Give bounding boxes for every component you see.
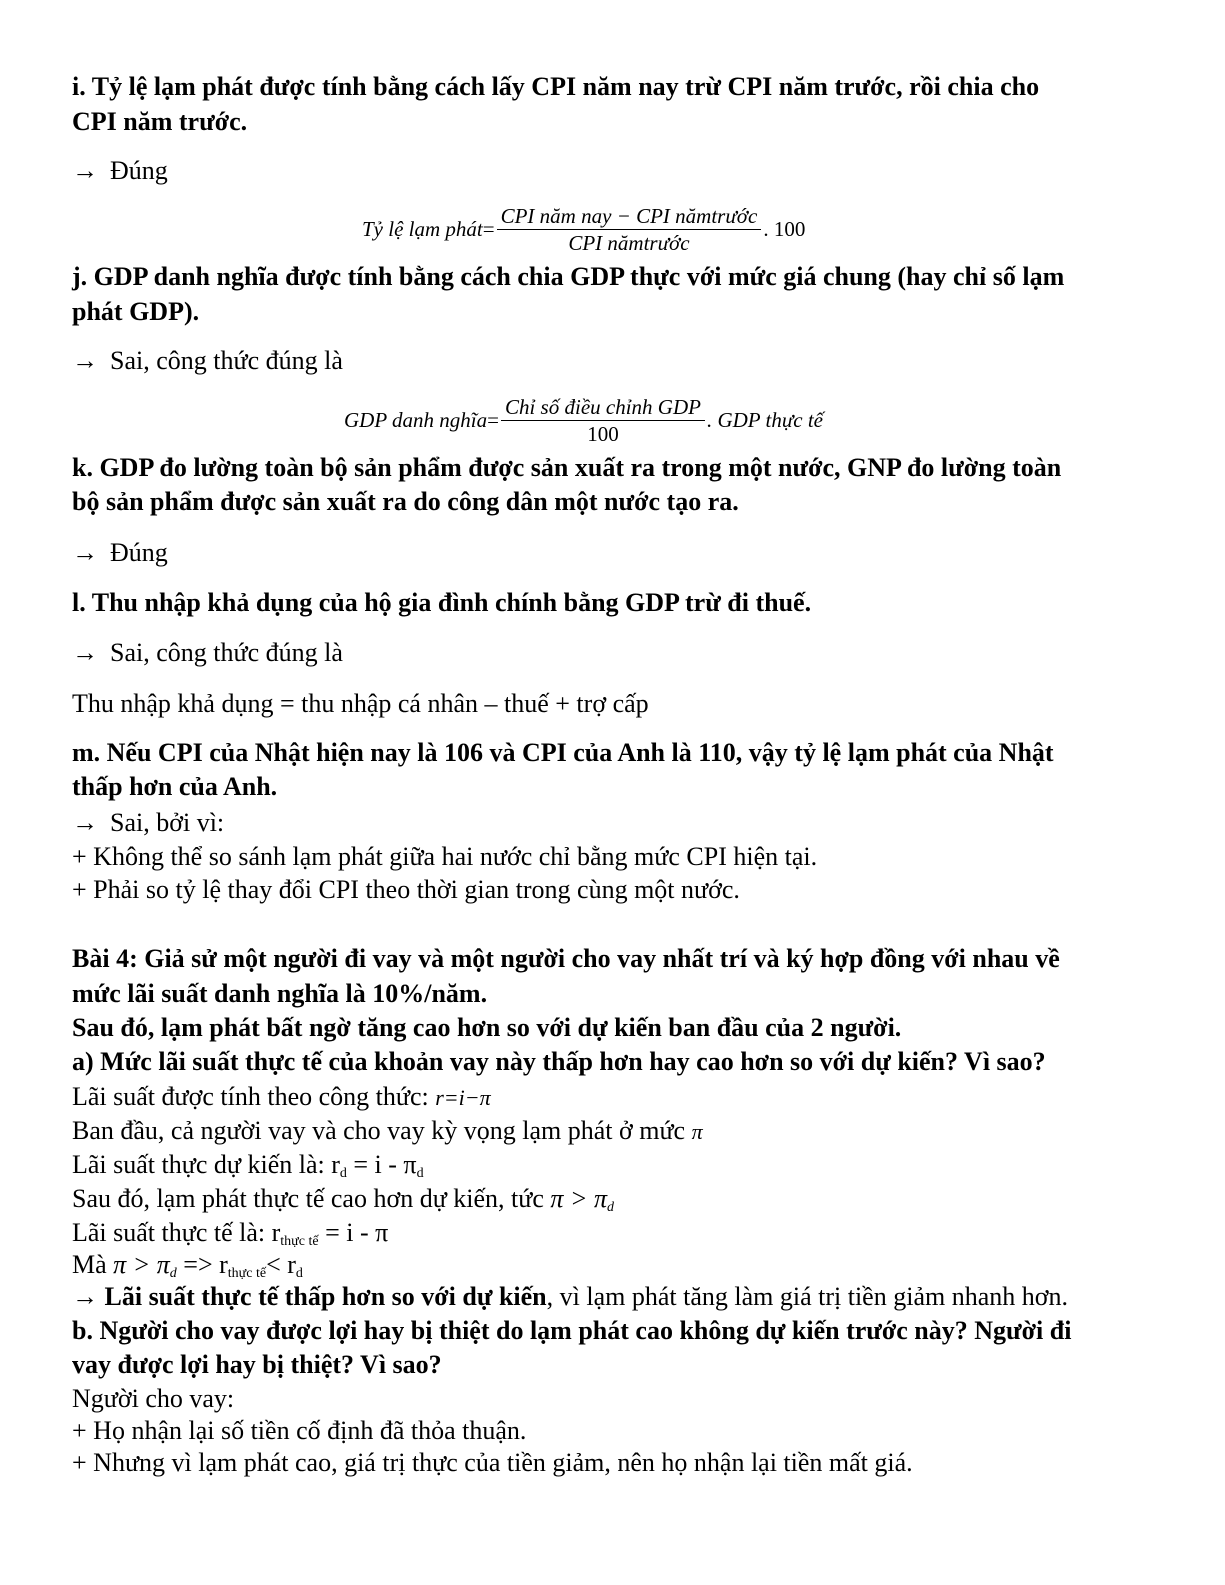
right-arrow-icon: → [72,1282,105,1311]
bai4-line-3-text: Lãi suất thực dự kiến là: r [72,1150,340,1179]
bai4-line-5 [72,1218,388,1250]
lender-point-2: + Nhưng vì lạm phát cao, giá trị thực của tiền giảm, nên họ nhận lại tiền mất giá. [72,1448,913,1477]
bai4-line-4-text: Sau đó, lạm phát thực tế cao hơn dự kiến, tức [72,1184,551,1213]
item-k-question-line1: k. GDP đo lường toàn bộ sản phẩm được sản xuất ra trong một nước, GNP đo lường toàn [72,453,1062,482]
item-i-answer [72,156,168,186]
item-m-reason-1: + Không thể so sánh lạm phát giữa hai nước chỉ bằng mức CPI hiện tại. [72,842,818,871]
formula-fraction [501,395,705,446]
item-m-reason-2: + Phải so tỷ lệ thay đổi CPI theo thời gian trong cùng một nước. [72,875,740,904]
right-arrow-icon: → [72,538,98,567]
item-j-question-line2: phát GDP). [72,297,200,326]
formula-tail: . GDP thực tế [706,408,823,432]
conclusion-bold: Lãi suất thực tế thấp hơn so với dự kiến [104,1282,547,1311]
item-m-answer-text: Sai, bởi vì: [110,808,225,837]
conclusion-rest: , vì lạm phát tăng làm giá trị tiền giảm nhanh hơn. [546,1282,1068,1311]
item-m-question-line2: thấp hơn của Anh. [72,772,278,801]
inflation-formula [362,204,805,255]
bai4-question-a: a) Mức lãi suất thực tế của khoản vay này thấp hơn hay cao hơn so với dự kiến? Vì sao? [72,1047,1046,1076]
interest-formula: r=i−π [435,1085,491,1110]
formula-denominator: 100 [587,422,619,446]
subscript: thực tế [227,1266,267,1281]
item-l-answer-text: Sai, công thức đúng là [110,638,343,667]
formula-lhs: GDP danh nghĩa [344,408,488,432]
formula-fraction [497,204,762,255]
subscript: d [169,1266,177,1281]
bai4-question-b-line2: vay được lợi hay bị thiệt? Vì sao? [72,1350,442,1379]
bai4-question-b-line1: b. Người cho vay được lợi hay bị thiệt do lạm phát cao không dự kiến trước này? Người đi [72,1316,1072,1345]
item-l-question: l. Thu nhập khả dụng của hộ gia đình chính bằng GDP trừ đi thuế. [72,588,812,617]
bai4-line-4 [72,1184,614,1216]
bai4-conclusion [72,1282,1068,1312]
item-i-answer-text: Đúng [110,156,168,185]
subscript: d [339,1166,347,1181]
item-k-question-line2: bộ sản phẩm được sản xuất ra do công dân một nước tạo ra. [72,487,739,516]
bai4-line-1 [72,1082,491,1112]
item-j-answer-text: Sai, công thức đúng là [110,346,343,375]
lender-point-1: + Họ nhận lại số tiền cố định đã thỏa thuận. [72,1416,527,1445]
item-k-answer-text: Đúng [110,538,168,567]
right-arrow-icon: → [72,638,98,667]
item-l-answer [72,638,343,668]
bai4-line-5-rest: = i - π [318,1218,389,1247]
bai4-line-6-text: Mà [72,1250,114,1279]
bai4-line-6 [72,1250,303,1282]
item-m-answer [72,808,224,838]
lender-heading: Người cho vay: [72,1384,235,1413]
item-i-question-line2: CPI năm trước. [72,107,248,136]
item-m-question-line1: m. Nếu CPI của Nhật hiện nay là 106 và CPI của Anh là 110, vậy tỷ lệ lạm phát của Nhật [72,738,1054,767]
bai4-intro-line1: Bài 4: Giả sử một người đi vay và một người cho vay nhất trí và ký hợp đồng với nhau về [72,944,1060,973]
bai4-line-2 [72,1116,703,1146]
subscript: thực tế [280,1234,319,1249]
formula-tail: . 100 [763,217,806,241]
item-i-question-line1: i. Tỷ lệ lạm phát được tính bằng cách lấy CPI năm nay trừ CPI năm trước, rồi chia cho [72,72,1040,101]
formula-numerator: CPI năm nay − CPI nămtrước [497,204,762,230]
bai4-intro-line3: Sau đó, lạm phát bất ngờ tăng cao hơn so với dự kiến ban đầu của 2 người. [72,1013,902,1042]
subscript: d [295,1266,303,1281]
inequality: π > π [550,1184,608,1213]
gdp-formula [344,395,823,446]
formula-denominator: CPI nămtrước [568,231,690,255]
subscript: d [607,1200,615,1215]
item-j-question-line1: j. GDP danh nghĩa được tính bằng cách chia GDP thực với mức giá chung (hay chỉ số lạm [72,262,1065,291]
bai4-line-1-text: Lãi suất được tính theo công thức: [72,1082,436,1111]
formula-numerator: Chỉ số điều chỉnh GDP [501,395,705,421]
disposable-income-formula: Thu nhập khả dụng = thu nhập cá nhân – thuế + trợ cấp [72,689,649,718]
formula-equals: = [482,217,495,241]
bai4-line-6-rest2: < r [266,1250,296,1279]
bai4-line-3 [72,1150,424,1182]
right-arrow-icon: → [72,346,98,375]
bai4-line-3-rest: = i - π [346,1150,417,1179]
formula-equals: = [487,408,499,432]
right-arrow-icon: → [72,808,98,837]
inequality: π > π [113,1250,170,1279]
item-j-answer [72,346,343,376]
bai4-intro-line2: mức lãi suất danh nghĩa là 10%/năm. [72,979,488,1008]
bai4-line-5-text: Lãi suất thực tế là: r [72,1218,281,1247]
bai4-line-6-rest: => r [176,1250,228,1279]
formula-lhs: Tỷ lệ lạm phát [362,217,483,241]
pi-symbol: π [691,1119,703,1144]
subscript: d [416,1166,424,1181]
bai4-line-2-text: Ban đầu, cả người vay và cho vay kỳ vọng lạm phát ở mức [72,1116,692,1145]
right-arrow-icon: → [72,156,98,185]
item-k-answer [72,538,168,568]
